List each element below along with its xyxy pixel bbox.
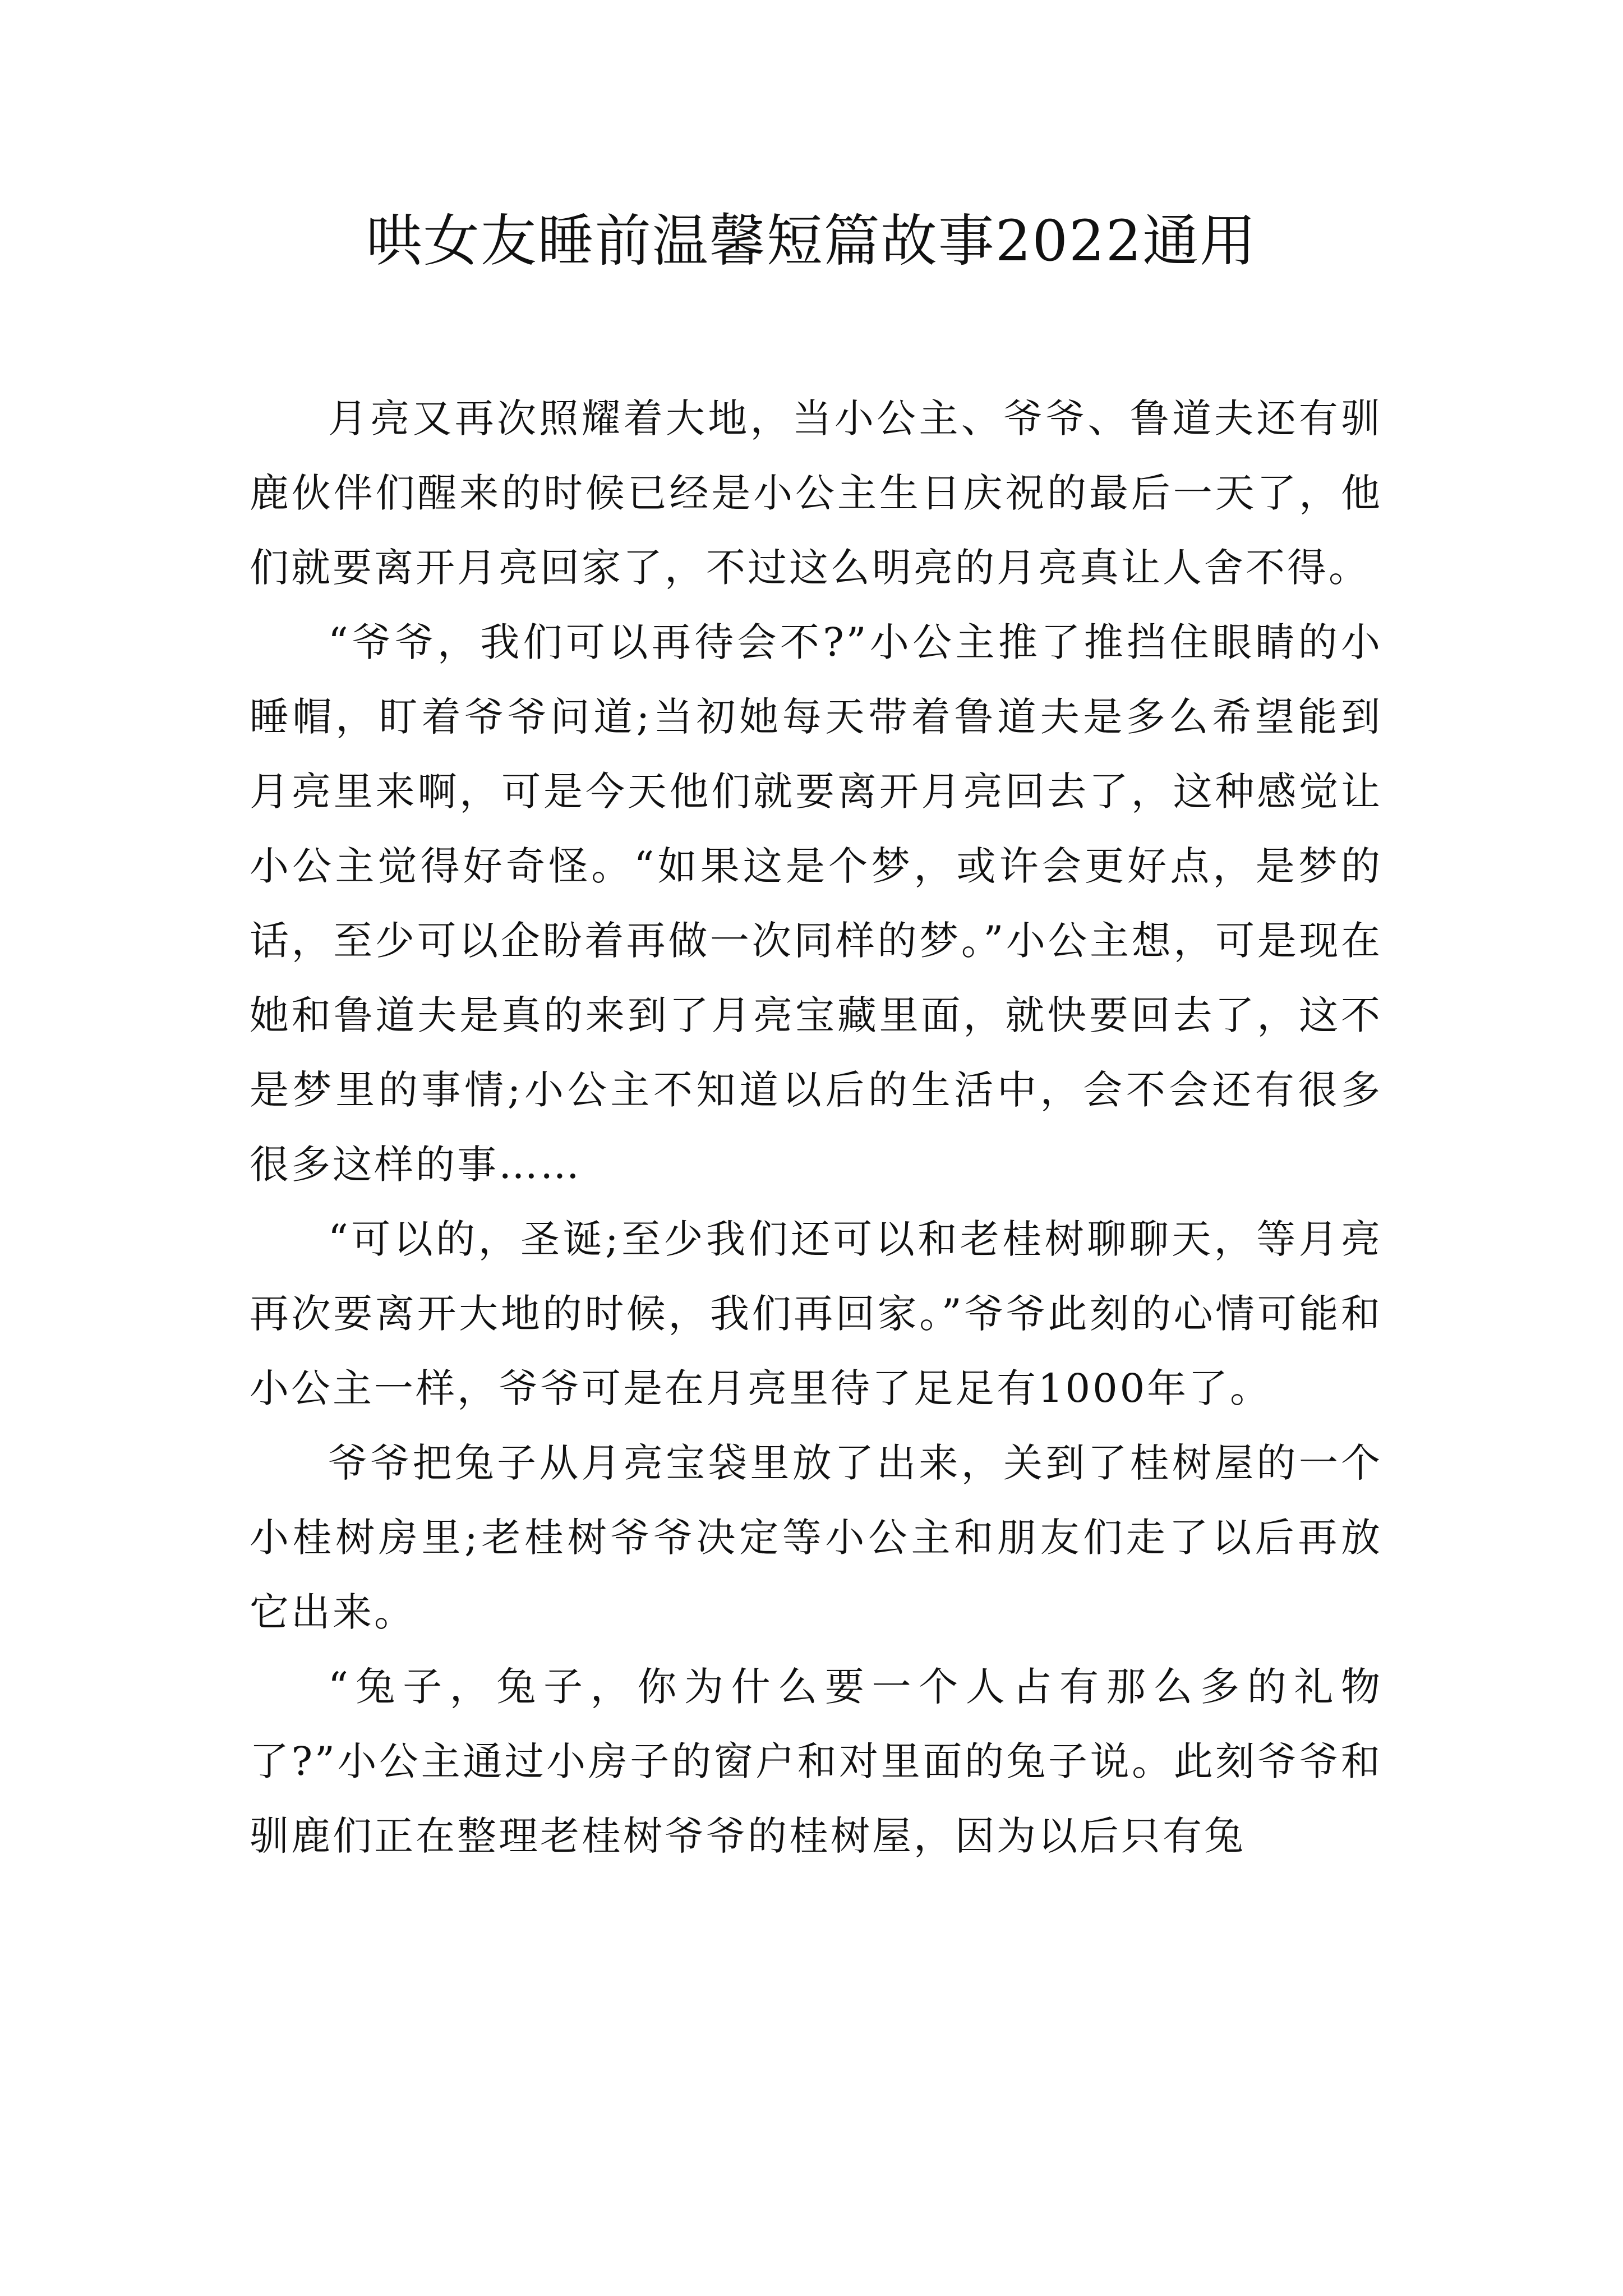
paragraph-5: “兔子，兔子，你为什么要一个人占有那么多的礼物了?”小公主通过小房子的窗户和对里面的兔子说。此刻爷爷和驯鹿们正在整理老桂树爷爷的桂树屋，因为以后只有兔 xyxy=(250,1664,1382,1859)
paragraph-4: 爷爷把兔子从月亮宝袋里放了出来，关到了桂树屋的一个小桂树房里;老桂树爷爷决定等小公主和朋友们走了以后再放它出来。 xyxy=(250,1440,1382,1635)
document-body xyxy=(250,381,1382,1874)
paragraph-2: “爷爷，我们可以再待会不?”小公主推了推挡住眼睛的小睡帽，盯着爷爷问道;当初她每天带着鲁道夫是多么希望能到月亮里来啊，可是今天他们就要离开月亮回去了，这种感觉让小公主觉得好奇怪。“如果这是个梦，或许会更好点，是梦的话，至少可以企盼着再做一次同样的梦。”小公主想，可是现在她和鲁道夫是真的来到了月亮宝藏里面，就快要回去了，这不是梦里的事情;小公主不知道以后的生活中，会不会还有很多很多这样的事…… xyxy=(250,619,1382,1188)
paragraph-1: 月亮又再次照耀着大地，当小公主、爷爷、鲁道夫还有驯鹿伙伴们醒来的时候已经是小公主生日庆祝的最后一天了，他们就要离开月亮回家了，不过这么明亮的月亮真让人舍不得。 xyxy=(250,395,1382,591)
paragraph-3: “可以的，圣诞;至少我们还可以和老桂树聊聊天，等月亮再次要离开大地的时候，我们再回家。”爷爷此刻的心情可能和小公主一样，爷爷可是在月亮里待了足足有1000年了。 xyxy=(250,1216,1382,1411)
document-title: 哄女友睡前温馨短篇故事2022通用 xyxy=(366,208,1257,274)
